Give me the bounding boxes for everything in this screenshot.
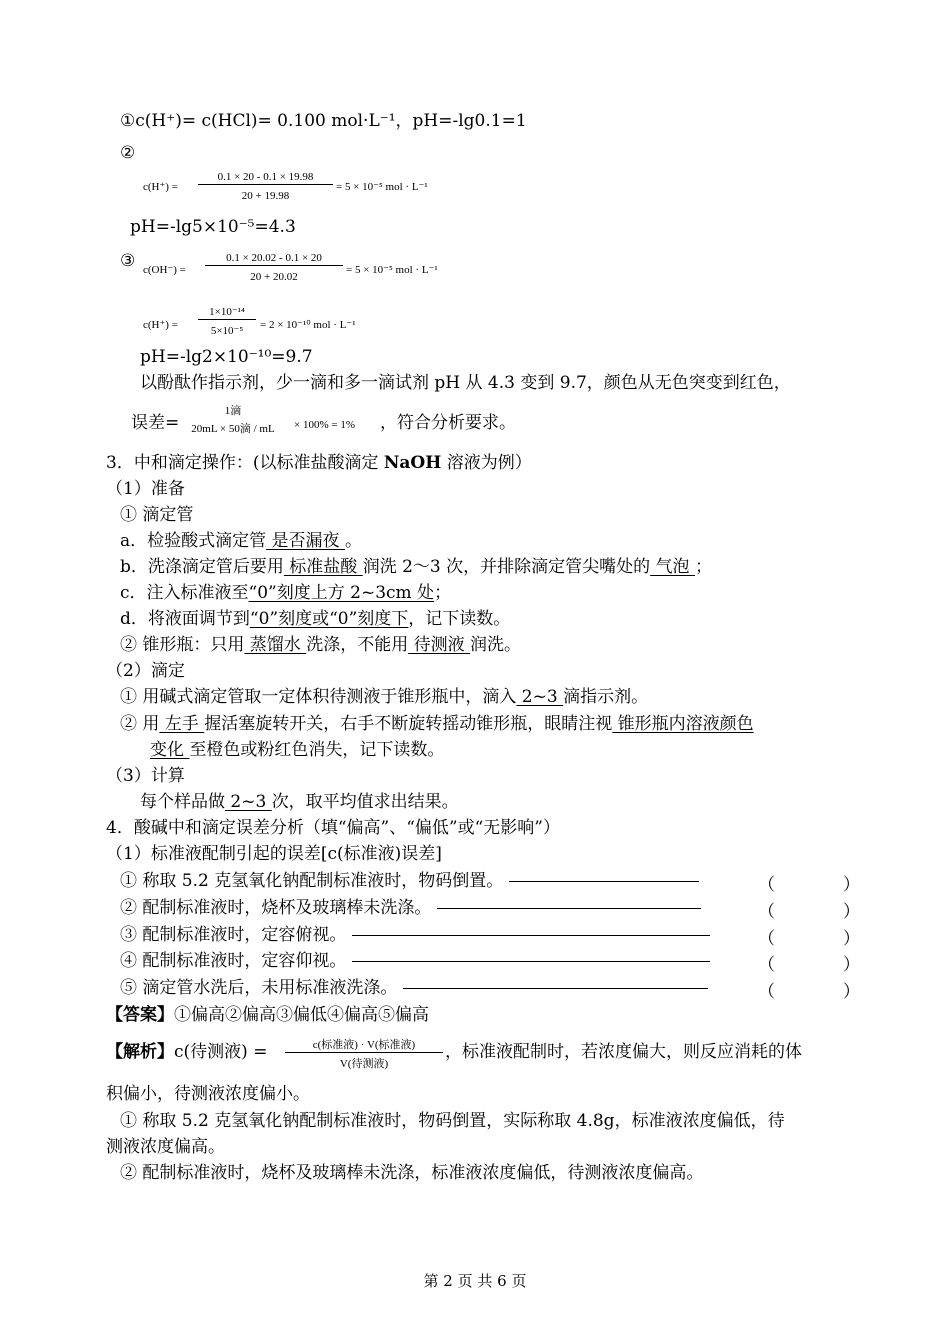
prep-heading: （1）准备 [106, 479, 185, 499]
analysis-fraction [285, 1038, 443, 1071]
titration-heading: （2）滴定 [106, 661, 185, 681]
answer-label: 【答案】 [106, 1005, 174, 1025]
titration-step-1 [120, 686, 648, 708]
error-item-3 [120, 924, 716, 946]
answer-text: ①偏高②偏高③偏低④偏高⑤偏高 [174, 1005, 429, 1025]
titration-step-2-mid: 握活塞旋转开关，右手不断旋转摇动锥形瓶，眼睛注视 [204, 714, 613, 734]
section-3-title-a: 3．中和滴定操作：(以标准盐酸滴定 [106, 453, 384, 473]
step-c-text: c．注入标准液至 [120, 583, 249, 603]
answer-blank-5: （ ） [758, 982, 860, 1002]
step-a [120, 530, 362, 552]
formula-3-rhs: = 2 × 10⁻¹⁰ mol · L⁻¹ [260, 319, 356, 331]
step-d-text: d．将液面调节到 [120, 609, 250, 629]
formula-1-lhs: c(H⁺) = [143, 181, 178, 193]
answer-line [403, 988, 708, 989]
calc-step [140, 791, 459, 813]
formula-2-fraction [205, 251, 343, 284]
explanation-1-cont: 测液浓度偏高。 [106, 1137, 225, 1157]
error-label: 误差= [131, 413, 180, 433]
step-d [120, 608, 510, 630]
formula-3-fraction [198, 305, 256, 338]
analysis-denominator: V(待测液) [339, 1058, 389, 1070]
step-c-answer: “0”刻度上方 2~3cm 处 [248, 583, 435, 603]
section-3-title [106, 452, 532, 474]
formula-1-rhs: = 5 × 10⁻⁵ mol · L⁻¹ [336, 181, 428, 193]
formula-2-rhs: = 5 × 10⁻⁵ mol · L⁻¹ [346, 264, 438, 276]
answer-blank-3: （ ） [758, 929, 860, 949]
step-c-end: ； [434, 583, 452, 603]
section-3-title-c: 溶液为例） [441, 453, 532, 473]
error-item-5 [120, 977, 714, 999]
error-item-4-text: ④ 配制标准液时，定容仰视。 [120, 951, 347, 971]
analysis-line-2: 积偏小，待测液浓度偏小。 [106, 1084, 310, 1104]
flask-answer: 蒸馏水 [244, 635, 307, 655]
titration-step-2-cont [150, 739, 444, 761]
flask-end: 润洗。 [470, 635, 522, 655]
page-footer: 第 2 页 共 6 页 [423, 1272, 527, 1290]
answer-line-text [106, 1004, 429, 1026]
error-rhs: × 100% = 1% [294, 419, 355, 431]
flask-text: ② 锥形瓶：只用 [120, 635, 245, 655]
error-item-3-text: ③ 配制标准液时，定容俯视。 [120, 925, 347, 945]
titration-step-2 [120, 713, 754, 735]
formula-2-denominator: 20 + 20.02 [250, 271, 298, 283]
answer-line [509, 881, 699, 882]
step-a-text: a．检验酸式滴定管 [120, 531, 267, 551]
error-denominator: 20mL × 50滴 / mL [191, 423, 275, 435]
titration-step-2-answer: 左手 [159, 714, 205, 734]
step-d-end: ，记下读数。 [408, 609, 511, 629]
titration-step-2-end: 至橙色或粉红色消失，记下读数。 [189, 740, 445, 760]
standard-error-heading: （1）标准液配制引起的误差[c(标准液)误差] [106, 844, 442, 864]
step-a-answer: 是否漏夜 [266, 531, 345, 551]
titration-step-2-answer-2: 锥形瓶内溶液颜色 [612, 714, 754, 734]
calc-line-6: 以酚酞作指示剂，少一滴和多一滴试剂 pH 从 4.3 变到 9.7，颜色从无色突变到红色， [140, 373, 791, 393]
calc-step-text: 每个样品做 [140, 792, 225, 812]
explanation-2: ② 配制标准液时，烧杯及玻璃棒未洗涤，标准液浓度偏低，待测液浓度偏高。 [120, 1163, 704, 1183]
calc-marker-2: ② [120, 143, 136, 163]
answer-line [352, 935, 710, 936]
formula-1-fraction [198, 170, 333, 203]
calc-step-end: 次，取平均值求出结果。 [271, 792, 459, 812]
titration-step-1-end: 滴指示剂。 [563, 687, 649, 707]
formula-1-numerator: 0.1 × 20 - 0.1 × 19.98 [198, 170, 333, 185]
titration-step-2-answer-3: 变化 [150, 740, 190, 760]
error-item-1 [120, 870, 705, 892]
formula-1-denominator: 20 + 19.98 [241, 190, 290, 202]
step-a-end: 。 [344, 531, 362, 551]
answer-blank-1: （ ） [758, 875, 860, 895]
error-item-2-text: ② 配制标准液时，烧杯及玻璃棒未洗涤。 [120, 898, 432, 918]
answer-blank-2: （ ） [758, 902, 860, 922]
step-d-answer: “0”刻度或“0”刻度下 [249, 609, 409, 629]
analysis-line [106, 1041, 267, 1063]
step-b-text: b．洗涤滴定管后要用 [120, 557, 284, 577]
error-item-2 [120, 897, 707, 919]
calc-line-1: ①c(H⁺)= c(HCl)= 0.100 mol·L⁻¹，pH=-lg0.1=1 [120, 111, 527, 131]
explanation-1: ① 称取 5.2 克氢氧化钠配制标准液时，物码倒置，实际称取 4.8g，标准液浓度偏低，待 [120, 1111, 785, 1131]
calc-line-5: pH=-lg2×10⁻¹⁰=9.7 [140, 347, 313, 367]
calc-marker-3: ③ [120, 251, 136, 271]
error-fraction [172, 404, 294, 436]
error-item-5-text: ⑤ 滴定管水洗后，未用标准液洗涤。 [120, 978, 398, 998]
calc-heading: （3）计算 [106, 766, 185, 786]
titration-step-2-text: ② 用 [120, 714, 160, 734]
formula-3-denominator: 5×10⁻⁵ [210, 325, 244, 337]
step-b [120, 556, 712, 578]
error-item-4 [120, 950, 716, 972]
section-4-title: 4．酸碱中和滴定误差分析（填“偏高”、“偏低”或“无影响”） [106, 818, 560, 838]
formula-3-numerator: 1×10⁻¹⁴ [198, 305, 256, 320]
step-b-mid: 润洗 2～3 次，并排除滴定管尖嘴处的 [362, 557, 651, 577]
error-tail: ，符合分析要求。 [380, 413, 516, 433]
step-b-answer: 标准盐酸 [283, 557, 363, 577]
analysis-rhs: ，标准液配制时，若浓度偏大，则反应消耗的体 [445, 1042, 802, 1062]
formula-3-lhs: c(H⁺) = [143, 319, 178, 331]
calc-step-answer: 2~3 [225, 792, 272, 812]
answer-line [352, 961, 710, 962]
flask-line [120, 634, 521, 656]
step-b-answer-2: 气泡 [650, 557, 695, 577]
section-3-title-b: NaOH [383, 453, 442, 473]
formula-2-numerator: 0.1 × 20.02 - 0.1 × 20 [205, 251, 343, 266]
analysis-lhs: c(待测液) = [174, 1042, 268, 1062]
formula-2-lhs: c(OH⁻) = [143, 264, 186, 276]
error-numerator: 1滴 [224, 405, 242, 417]
flask-mid: 洗涤，不能用 [306, 635, 409, 655]
answer-line [437, 908, 701, 909]
titration-step-1-text: ① 用碱式滴定管取一定体积待测液于锥形瓶中，滴入 [120, 687, 517, 707]
analysis-numerator: c(标准液) · V(标准液) [285, 1038, 443, 1053]
step-b-end: ； [694, 557, 712, 577]
step-c [120, 582, 451, 604]
flask-answer-2: 待测液 [408, 635, 471, 655]
burette-heading: ① 滴定管 [120, 505, 194, 525]
titration-step-1-answer: 2~3 [516, 687, 564, 707]
error-item-1-text: ① 称取 5.2 克氢氧化钠配制标准液时，物码倒置。 [120, 871, 504, 891]
answer-blank-4: （ ） [758, 955, 860, 975]
calc-line-3: pH=-lg5×10⁻⁵=4.3 [130, 217, 296, 237]
analysis-label: 【解析】 [106, 1042, 174, 1062]
